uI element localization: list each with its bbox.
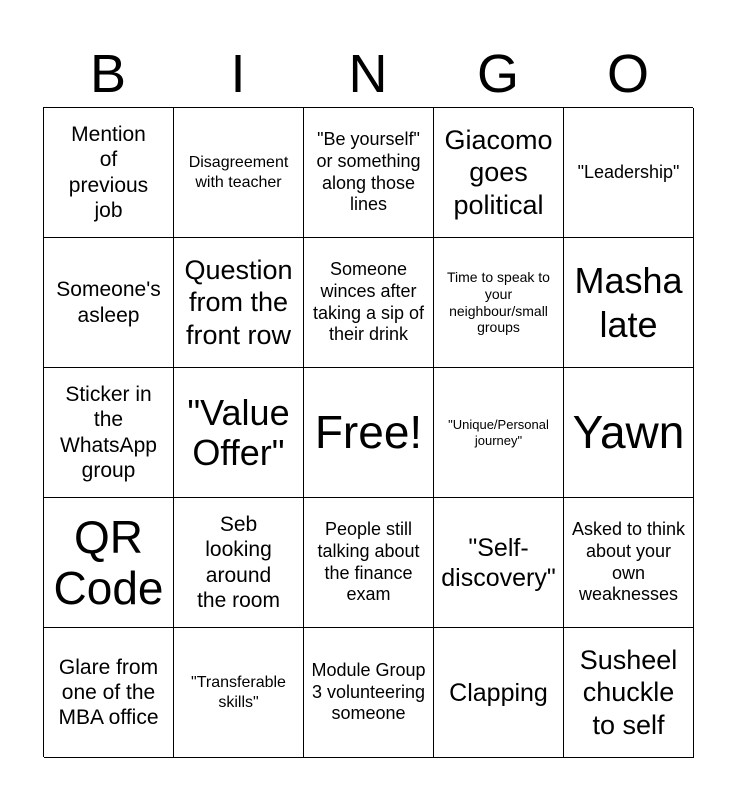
cell-text: Someone winces after taking a sip of their drink <box>312 259 425 345</box>
cell-text: Clapping <box>449 678 548 707</box>
bingo-cell[interactable] <box>434 108 564 238</box>
bingo-cell[interactable] <box>564 238 694 368</box>
header-letter-b: B <box>89 44 127 104</box>
cell-text: Susheel chuckle to self <box>579 644 678 740</box>
cell-text: Question from the front row <box>184 254 293 350</box>
bingo-cell[interactable] <box>304 368 434 498</box>
bingo-cell[interactable] <box>434 628 564 758</box>
bingo-cell[interactable] <box>304 108 434 238</box>
bingo-header <box>43 40 693 108</box>
bingo-cell[interactable] <box>434 368 564 498</box>
cell-text: "Leadership" <box>577 161 680 182</box>
bingo-cell[interactable] <box>44 108 174 238</box>
bingo-cell[interactable] <box>174 628 304 758</box>
cell-text: Asked to think about your own weaknesses <box>571 519 686 605</box>
bingo-cell[interactable] <box>304 628 434 758</box>
bingo-cell[interactable] <box>304 498 434 628</box>
bingo-cell[interactable] <box>174 108 304 238</box>
bingo-cell[interactable] <box>304 238 434 368</box>
bingo-cell[interactable] <box>564 628 694 758</box>
cell-text: "Value Offer" <box>187 391 290 473</box>
bingo-cell[interactable] <box>44 498 174 628</box>
cell-text: "Unique/Personal journey" <box>448 416 549 448</box>
cell-text: Glare from one of the MBA office <box>58 655 159 730</box>
bingo-cell[interactable] <box>44 238 174 368</box>
bingo-cell[interactable] <box>174 238 304 368</box>
cell-text: "Self-discovery" <box>441 533 556 592</box>
cell-text: Masha late <box>574 260 683 345</box>
cell-text: "Transferable skills" <box>191 674 286 711</box>
bingo-cell[interactable] <box>174 498 304 628</box>
cell-text: Giacomo goes political <box>444 124 553 220</box>
bingo-cell[interactable] <box>434 498 564 628</box>
cell-text: Yawn <box>572 405 685 458</box>
cell-text: Someone's asleep <box>56 278 161 327</box>
header-letter-g: G <box>476 44 519 104</box>
bingo-cell[interactable] <box>434 238 564 368</box>
cell-text: Time to speak to your neighbour/small groups <box>447 268 550 336</box>
bingo-board <box>43 107 693 757</box>
cell-text: Seb looking around the room <box>197 513 280 612</box>
bingo-cell[interactable] <box>564 108 694 238</box>
header-letter-o: O <box>606 44 649 104</box>
cell-text: People still talking about the finance exam <box>317 519 420 605</box>
bingo-cell[interactable] <box>174 368 304 498</box>
bingo-cell[interactable] <box>564 498 694 628</box>
cell-text: Free! <box>314 405 423 458</box>
cell-text: Module Group 3 volunteering someone <box>311 660 426 724</box>
cell-text: Mention of previous job <box>68 123 149 222</box>
cell-text: Sticker in the WhatsApp group <box>60 383 157 482</box>
cell-text: Disagreement with teacher <box>188 154 289 191</box>
bingo-cell[interactable] <box>44 368 174 498</box>
cell-text: QR Code <box>53 510 164 614</box>
cell-text: "Be yourself" or something along those lines <box>316 129 421 215</box>
header-letter-i: I <box>230 44 246 104</box>
bingo-cell[interactable] <box>564 368 694 498</box>
bingo-cell[interactable] <box>44 628 174 758</box>
header-letter-n: N <box>348 44 388 104</box>
